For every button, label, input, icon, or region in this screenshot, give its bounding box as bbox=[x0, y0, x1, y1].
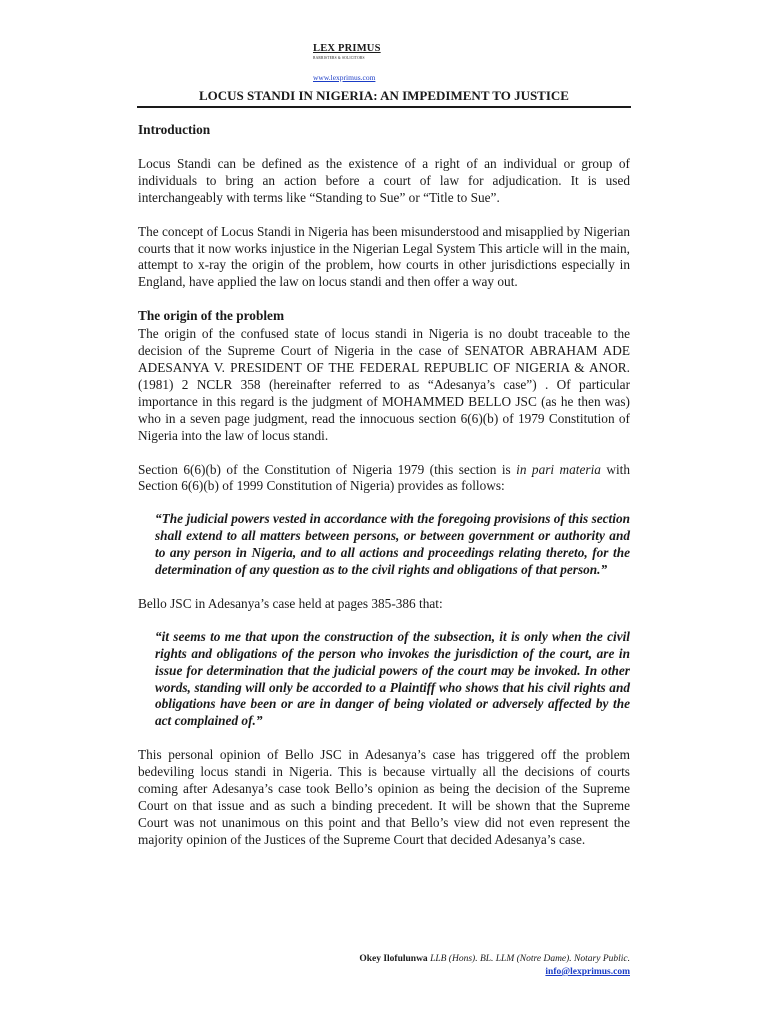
author-name: Okey Ilofulunwa bbox=[359, 954, 428, 964]
document-title: LOCUS STANDI IN NIGERIA: AN IMPEDIMENT TO JUSTICE bbox=[137, 88, 631, 108]
author-line bbox=[359, 953, 630, 966]
footer bbox=[359, 953, 630, 979]
document-body bbox=[138, 122, 630, 849]
quote-bello: “it seems to me that upon the construction of the subsection, it is only when the civil rights and obligations of the person who invokes the jurisdiction of the court, are in issue for determination that the judicial powers of the court may be invoked. In other words, standing will only be accorded to a Plaintiff who shows that his civil rights and obligations have been or are in danger of being violated or adversely affected by the act complained of.” bbox=[155, 628, 630, 729]
paragraph-closing: This personal opinion of Bello JSC in Adesanya’s case has triggered off the problem bedeviling locus standi in Nigeria. This is because virtually all the decisions of courts coming after Adesanya’s case took Bello’s opinion as being the decision of the Supreme Court on that issue and as such a binding precedent. It will be shown that the Supreme Court was not unanimous on this point and that Bello’s view did not even represent the majority opinion of the Justices of the Supreme Court that decided Adesanya’s case. bbox=[138, 747, 630, 847]
letterhead bbox=[313, 43, 403, 82]
firm-name: LEX PRIMUS bbox=[313, 43, 381, 54]
firm-website-link[interactable]: www.lexprimus.com bbox=[313, 73, 376, 82]
section-heading-origin: The origin of the problem bbox=[138, 308, 285, 324]
paragraph-bello-intro: Bello JSC in Adesanya’s case held at pages 385-386 that: bbox=[138, 595, 443, 611]
paragraph-intro-1: Locus Standi can be defined as the existence of a right of an individual or group of individuals to bring an action before a court of law for adjudication. It is used interchangeably with terms like “Standing to Sue” or “Title to Sue”. bbox=[138, 155, 630, 205]
author-credentials: LLB (Hons). BL. LLM (Notre Dame). Notary Public. bbox=[427, 954, 630, 964]
firm-subtitle: BARRISTERS & SOLICITORS bbox=[313, 56, 365, 60]
latin-phrase: in pari materia bbox=[516, 461, 601, 477]
section-text-start: Section 6(6)(b) of the Constitution of Nigeria 1979 (this section is bbox=[138, 461, 517, 477]
paragraph-intro-2: The concept of Locus Standi in Nigeria has been misunderstood and misapplied by Nigerian courts that it now works injustice in the Nigerian Legal System This article will in the main, attempt to x-ray the origin of the problem, how courts in other jurisdictions especially in England, have applied the law on locus standi and then offer a way out. bbox=[138, 223, 630, 290]
section-text-end: with Section 6(6)(b) of 1999 Constitution of Nigeria) provides as follows: bbox=[138, 461, 630, 494]
paragraph-origin-1: The origin of the confused state of locus standi in Nigeria is no doubt traceable to the decision of the Supreme Court of Nigeria in the case of SENATOR ABRAHAM ADE ADESANYA V. PRESIDENT OF THE FEDERAL REPUBLIC OF NIGERIA & ANOR. (1981) 2 NCLR 358 (hereinafter referred to as “Adesanya’s case”) . Of particular importance in this regard is the judgment of MOHAMMED BELLO JSC (as he then was) who in a seven page judgment, read the innocuous section 6(6)(b) of 1979 Constitution of Nigeria into the law of locus standi. bbox=[138, 326, 630, 443]
paragraph-section-6 bbox=[138, 462, 630, 496]
section-heading-introduction: Introduction bbox=[138, 122, 211, 137]
author-email-link[interactable]: info@lexprimus.com bbox=[545, 967, 630, 977]
quote-constitution: “The judicial powers vested in accordance with the foregoing provisions of this section shall extend to all matters between persons, or between government or authority and to any person in Nigeria, and to all actions and proceedings relating thereto, for the determination of any question as to the civil rights and obligations of that person.” bbox=[155, 511, 630, 578]
